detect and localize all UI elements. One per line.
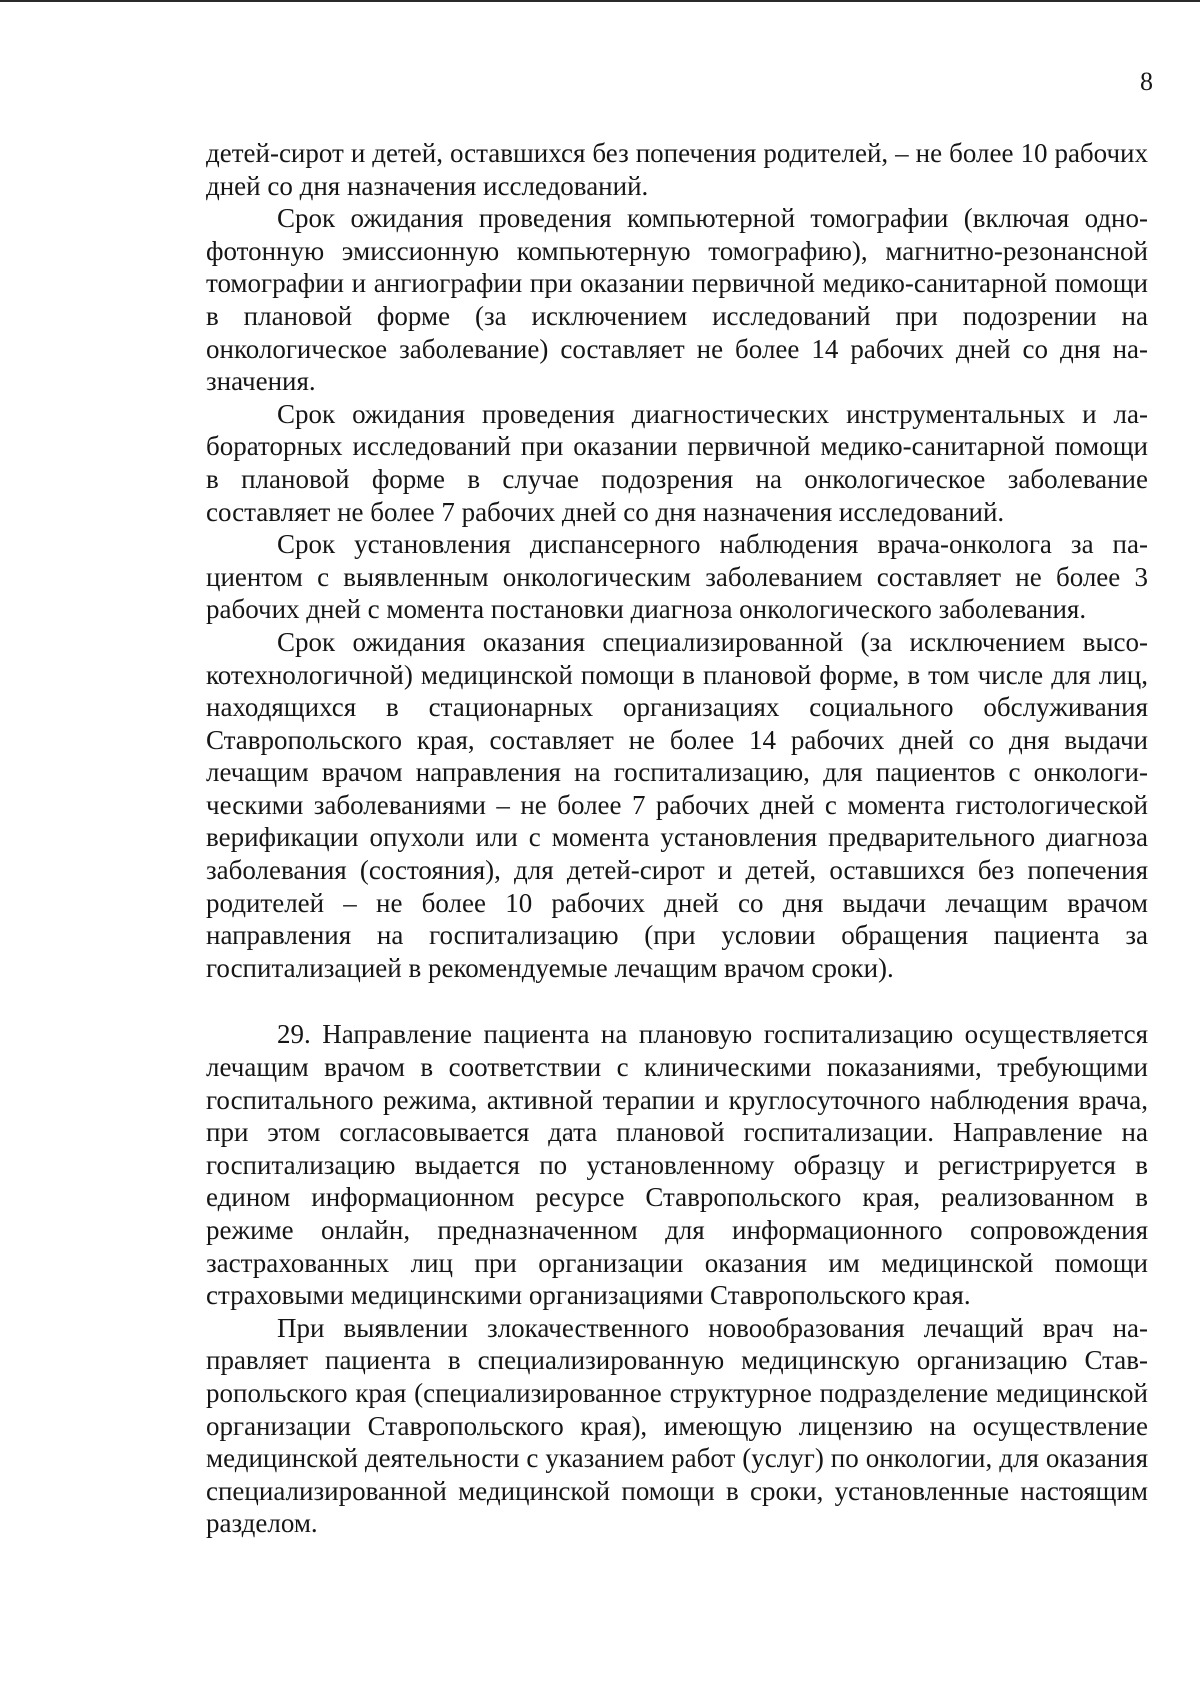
paragraph-continuation: детей-сирот и детей, оставшихся без попечения родителей, – не более 10 рабочих дней со дня назначения исследований.: [206, 138, 1148, 201]
paragraph-specialized-care-waiting-time: Срок ожидания оказания специализированной (за исключением высокотехнологичной) медицинской помощи в плановой форме, в том числе для лиц, находящихся в стационарных организациях социального обслуживания Ставропольского края, составляет не более 14 рабочих дней со дня выдачи лечащим врачом направления на госпитализацию, для пациентов с онкологическими заболеваниями – не более 7 рабочих дней с момента гистологической верификации опухоли или с момента установления предварительного диагноза заболевания (состояния), для детей-сирот и детей, оставшихся без попечения родителей – не более 10 рабочих дней со дня выдачи лечащим врачом направления на госпитализацию (при условии обращения пациента за госпитализацией в рекомендуемые лечащим врачом сроки).: [206, 626, 1148, 983]
paragraph-malignancy-referral: При выявлении злокачественного новообразования лечащий врач направляет пациента в специализированную медицинскую организацию Ставропольского края (специализированное структурное подразделение медицинской организации Ставропольского края), имеющую лицензию на осуществление медицинской деятельности с указанием работ (услуг) по онкологии, для оказания специализированной медицинской помощи в сроки, установленные настоящим разделом.: [206, 1312, 1148, 1539]
page-number: 8: [1140, 67, 1153, 96]
document-body: [206, 137, 1148, 1540]
paragraph-oncologist-observation: Срок установления диспансерного наблюдения врача-онколога за пациентом с выявленным онкологическим заболеванием составляет не более 3 рабочих дней с момента постановки диагноза онкологического заболевания.: [206, 529, 1148, 625]
scan-top-edge: [0, 0, 1200, 2]
paragraph-diagnostic-waiting-time: Срок ожидания проведения диагностических инструментальных и лабораторных исследований при оказании первичной медико-санитарной помощи в плановой форме в случае подозрения на онкологическое заболевание составляет не более 7 рабочих дней со дня назначения исследований.: [206, 398, 1148, 527]
paragraph-ct-mri-waiting-time: Срок ожидания проведения компьютерной томографии (включая однофотонную эмиссионную компьютерную томографию), магнитно-резонансной томографии и ангиографии при оказании первичной медико-санитарной помощи в плановой форме (за исключением исследований при подозрении на онкологическое заболевание) составляет не более 14 рабочих дней со дня назначения.: [206, 203, 1148, 397]
paragraph-item-29: 29. Направление пациента на плановую госпитализацию осуществляется лечащим врачом в соответствии с клиническими показаниями, требующими госпитального режима, активной терапии и круглосуточного наблюдения врача, при этом согласовывается дата плановой госпитализации. Направление на госпитализацию выдается по установленному образцу и регистрируется в едином информационном ресурсе Ставропольского края, реализованном в режиме онлайн, предназначенном для информационного сопровождения застрахованных лиц при организации оказания им медицинской помощи страховыми медицинскими организациями Ставропольского края.: [206, 1019, 1148, 1311]
